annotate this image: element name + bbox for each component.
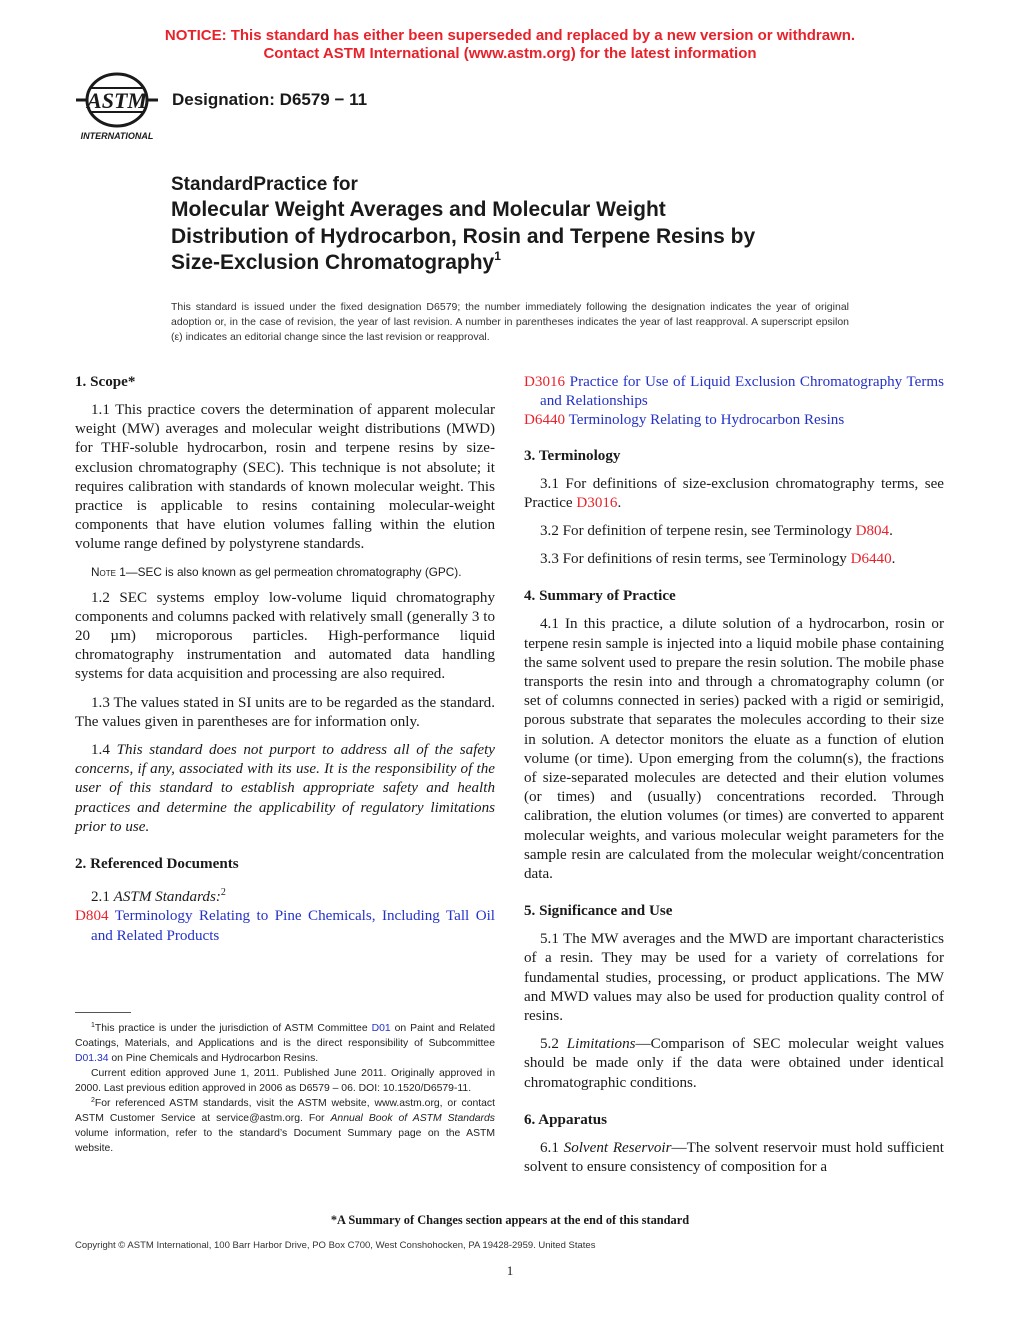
term-end-2: .: [889, 523, 893, 540]
fn2-mark: 2: [91, 1097, 95, 1104]
right-column: [524, 373, 944, 1186]
term-3-1-ref[interactable]: D3016: [576, 494, 618, 511]
document-title: [171, 173, 871, 277]
ref-sub-title: ASTM Standards:: [113, 889, 221, 906]
title-line-1: Molecular Weight Averages and Molecular Weight: [171, 198, 666, 221]
footnote-1b: Current edition approved June 1, 2011. Published June 2011. Originally approved in 2000. Last previous edition approved in 2006 as D6579 – 06. DOI: 10.1520/D6579-11.: [75, 1068, 495, 1094]
notice-line-2[interactable]: Contact ASTM International (www.astm.org) for the latest information: [263, 45, 757, 62]
ref-code[interactable]: D804: [75, 908, 109, 925]
fn1-mark: 1: [91, 1022, 95, 1029]
app-6-1-text: —The solvent reservoir must hold sufficient solvent to ensure consistency of composition for a: [524, 1139, 944, 1176]
title-line-3: [171, 250, 871, 277]
notice-line-1: NOTICE: This standard has either been superseded and replaced by a new version or withdrawn.: [164, 27, 856, 44]
apparatus-heading: 6. Apparatus: [524, 1111, 608, 1128]
ref-d804[interactable]: [75, 907, 495, 945]
terminology-3-2: [524, 522, 944, 541]
left-column: [75, 373, 495, 946]
ref-sub-num: 2.1: [91, 889, 110, 906]
scope-heading: 1. Scope*: [75, 374, 136, 390]
sig-5-2-num: 5.2: [540, 1036, 559, 1053]
term-3-3-text: 3.3 For definitions of resin terms, see Terminology: [540, 551, 851, 568]
summary-heading: 4. Summary of Practice: [524, 588, 676, 605]
title-prefix: StandardPractice for: [171, 174, 358, 195]
astm-standards-line: [75, 883, 495, 907]
ref-title[interactable]: Terminology Relating to Pine Chemicals, Including Tall Oil and Related Products: [91, 908, 495, 944]
term-3-3-ref[interactable]: D6440: [850, 551, 892, 568]
logo-org: INTERNATIONAL: [80, 131, 154, 141]
ref-footnote-mark[interactable]: 2: [220, 887, 226, 899]
ref-code[interactable]: D6440: [524, 412, 566, 429]
designation: Designation: D6579 − 11: [172, 90, 368, 109]
ref-d3016[interactable]: [524, 373, 944, 411]
copyright: Copyright © ASTM International, 100 Barr Harbor Drive, PO Box C700, West Conshohocken, PA 19428-2959. United States: [75, 1240, 596, 1251]
terminology-heading: 3. Terminology: [524, 447, 621, 464]
ref-code[interactable]: D3016: [524, 374, 566, 390]
title-footnote-mark[interactable]: 1: [494, 249, 501, 263]
footnote-1: [75, 1021, 495, 1066]
summary-of-changes-note: *A Summary of Changes section appears at the end of this standard: [330, 1213, 690, 1227]
term-end-3: .: [891, 551, 896, 568]
scope-1-3: 1.3 The values stated in SI units are to be regarded as the standard. The values given in parentheses are for information only.: [75, 694, 495, 730]
fn2-italic: Annual Book of ASTM Standards: [330, 1113, 495, 1124]
app-6-1-num: 6.1: [540, 1139, 559, 1156]
fn1-subcommittee-link[interactable]: D01.34: [75, 1053, 109, 1064]
fn1-committee-link[interactable]: D01: [371, 1023, 391, 1034]
scope-1-2: 1.2 SEC systems employ low-volume liquid chromatography components and columns packed with relatively small (generally 3 to 20 µm) microporous particles. High-performance liquid chromatography instrumentation and automated data handling systems for data acquisition and processing are also required.: [75, 589, 495, 683]
footnotes: [75, 1021, 495, 1156]
footnote-2: [75, 1096, 495, 1156]
scope-1-4-text: This standard does not purport to address all of the safety concerns, if any, associated with its use. It is the responsibility of the user of this standard to establish appropriate safety and health practices and determine the applicability of regulatory limitations prior to use.: [75, 742, 496, 835]
astm-logo-icon: [72, 70, 162, 144]
term-3-2-text: 3.2 For definition of terpene resin, see Terminology: [540, 523, 856, 540]
page-number: 1: [506, 1263, 514, 1278]
term-end-1: .: [617, 494, 622, 511]
referenced-heading: 2. Referenced Documents: [75, 856, 239, 873]
scope-1-4: [75, 741, 495, 837]
terminology-3-1: [524, 475, 944, 513]
fn1-mid: on Paint and Related Coatings, Materials, and Applications and is the direct responsibility of Subcommittee: [75, 1023, 495, 1049]
fn2-post: volume information, refer to the standard’s Document Summary page on the ASTM website.: [75, 1128, 495, 1154]
apparatus-6-1: [524, 1139, 944, 1177]
ref-title[interactable]: Terminology Relating to Hydrocarbon Resins: [568, 412, 845, 429]
supersede-notice: [0, 27, 1020, 63]
note-1-text: —SEC is also known as gel permeation chromatography (GPC).: [125, 564, 462, 579]
title-line-3-text: Size-Exclusion Chromatography: [171, 251, 495, 274]
title-line-2: Distribution of Hydrocarbon, Rosin and Terpene Resins by: [171, 224, 756, 248]
scope-1-4-num: 1.4: [91, 742, 110, 759]
ref-d6440[interactable]: [524, 411, 944, 430]
fn2-pre: For referenced ASTM standards, visit the ASTM website, www.astm.org, or contact ASTM Customer Service at service@astm.org. For: [75, 1098, 495, 1124]
fn1-post: on Pine Chemicals and Hydrocarbon Resins.: [108, 1053, 319, 1064]
logo-mark: ASTM: [87, 88, 147, 113]
fn1-pre: This practice is under the jurisdiction of ASTM Committee: [94, 1023, 372, 1034]
ref-title[interactable]: Practice for Use of Liquid Exclusion Chromatography Terms and Relationships: [540, 374, 945, 410]
footnote-divider: [75, 1012, 131, 1013]
significance-5-2: [524, 1035, 944, 1093]
standard-issuance-note: This standard is issued under the fixed designation D6579; the number immediately following the designation indicates the year of original adoption or, in the case of revision, the year of last revision. A number in parentheses indicates the year of last reapproval. A superscript epsilon (ε) indicates an editorial change since the last revision or reapproval.: [171, 301, 849, 343]
note-1-label: Note 1: [91, 564, 126, 579]
app-6-1-term: Solvent Reservoir: [563, 1139, 672, 1156]
significance-heading: 5. Significance and Use: [524, 903, 673, 920]
note-1: [75, 564, 495, 580]
terminology-3-3: [524, 550, 944, 569]
term-3-2-ref[interactable]: D804: [855, 523, 890, 540]
astm-logo: [72, 70, 162, 144]
significance-5-1: 5.1 The MW averages and the MWD are important characteristics of a resin. They may be used for a variety of correlations for fundamental studies, processing, or product applications. The MW and MWD values may also be used for production quality control of resins.: [524, 931, 944, 1025]
scope-1-1: 1.1 This practice covers the determination of apparent molecular weight (MW) averages and molecular weight distributions (MWD) for THF-soluble hydrocarbon, rosin and terpene resins by size-exclusion chromatography (SEC). This technique is not absolute; it requires calibration with standards of known molecular weight. This practice is applicable to resins containing molecular-weight components that have elution volumes falling within the elution volume range defined by polystyrene standards.: [75, 402, 495, 553]
term-3-1-text: 3.1 For definitions of size-exclusion chromatography terms, see Practice: [524, 475, 944, 511]
sig-5-2-text: —Comparison of SEC molecular weight values should be made only if the data were obtained under identical chromatographic conditions.: [524, 1036, 944, 1091]
sig-5-2-term: Limitations: [566, 1036, 636, 1053]
summary-4-1: 4.1 In this practice, a dilute solution of a hydrocarbon, rosin or terpene resin sample is injected into a liquid mobile phase containing the same solvent used to prepare the resin solution. The mobile phase transports the resin into and through a chromatography column (or set of columns connected in series) packed with a rigid or semirigid, porous substrate that separates the molecules according to their size in solution. A detector monitors the eluate as a function of elution volume (or time). Upon emerging from the column(s), the fractions of size-separated molecules are detected and their elution volumes (or times) and (usually) concentrations recorded. Through calibration, the elution volumes (or times) are converted to apparent molecular weights, and various molecular weight parameters for the sample resin are calculated from the molecular weight/concentration data.: [524, 616, 944, 883]
